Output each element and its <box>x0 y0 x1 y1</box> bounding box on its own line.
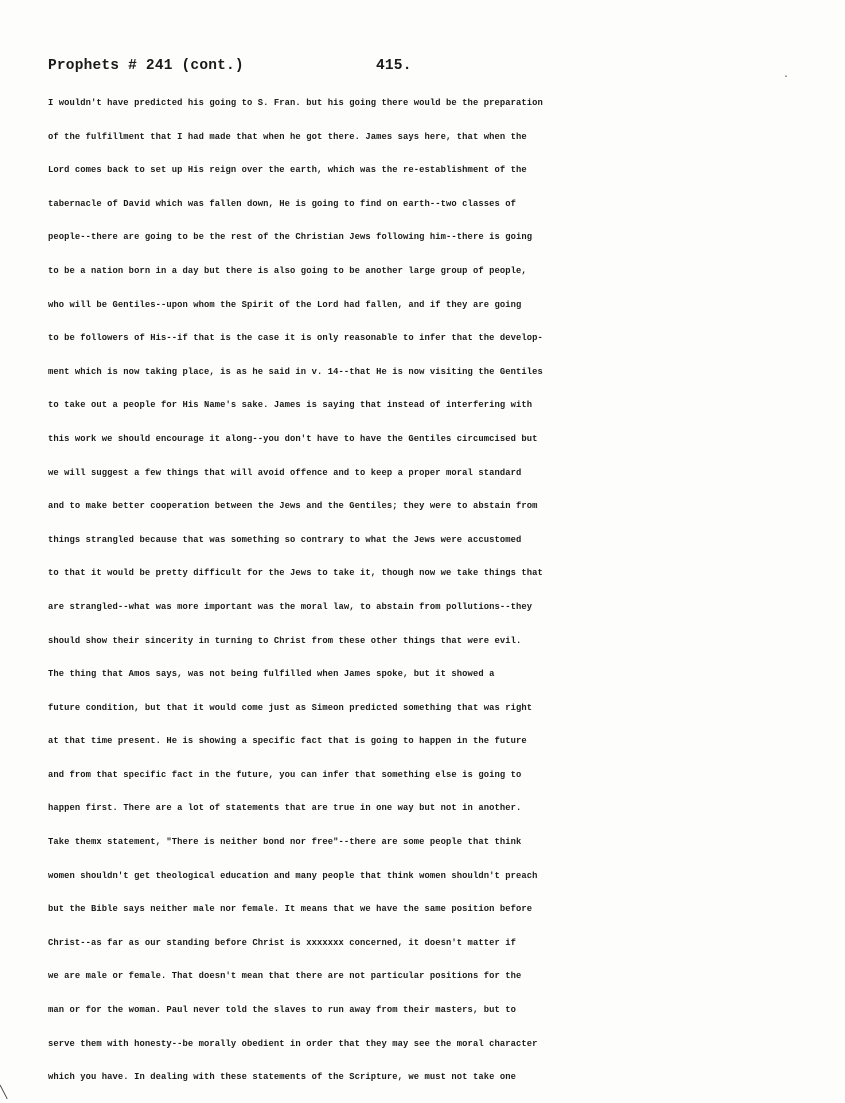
text-line-25: but the Bible says neither male nor female. It means that we have the same position before <box>48 904 533 915</box>
body-text <box>48 95 828 1103</box>
text-line-11: this work we should encourage it along--you don't have to have the Gentiles circumcised but <box>48 433 538 444</box>
text-line-13: and to make better cooperation between the Jews and the Gentiles; they were to abstain from <box>48 501 538 512</box>
text-line-20: at that time present. He is showing a specific fact that is going to happen in the future <box>48 736 527 747</box>
text-line-19: future condition, but that it would come just as Simeon predicted something that was right <box>48 702 533 713</box>
page-header <box>48 58 808 82</box>
text-line-14: things strangled because that was something so contrary to what the Jews were accustomed <box>48 534 522 545</box>
text-line-22: happen first. There are a lot of statements that are true in one way but not in another. <box>48 803 522 814</box>
corner-mark: ╲ <box>0 1086 8 1100</box>
text-line-1: I wouldn't have predicted his going to S. Fran. but his going there would be the preparation <box>48 98 543 108</box>
text-line-9: ment which is now taking place, is as he said in v. 14--that He is now visiting the Gentiles <box>48 366 543 377</box>
text-line-4: tabernacle of David which was fallen down, He is going to find on earth--two classes of <box>48 198 516 209</box>
text-line-5: people--there are going to be the rest of the Christian Jews following him--there is going <box>48 232 533 243</box>
header-title: Prophets # 241 (cont.) <box>48 58 244 74</box>
text-line-6: to be a nation born in a day but there is also going to be another large group of people, <box>48 265 527 276</box>
text-line-7: who will be Gentiles--upon whom the Spirit of the Lord had fallen, and if they are going <box>48 299 522 310</box>
text-line-2: of the fulfillment that I had made that when he got there. James says here, that when the <box>48 131 527 142</box>
page-number: 415. <box>376 58 412 74</box>
text-line-30: which you have. In dealing with these statements of the Scripture, we must not take one <box>48 1072 516 1083</box>
text-line-12: we will suggest a few things that will avoid offence and to keep a proper moral standard <box>48 467 522 478</box>
text-line-27: we are male or female. That doesn't mean that there are not particular positions for the <box>48 971 522 982</box>
text-line-24: women shouldn't get theological education and many people that think women shouldn't preach <box>48 870 538 881</box>
text-line-15: to that it would be pretty difficult for the Jews to take it, though now we take things that <box>48 568 543 579</box>
text-line-28: man or for the woman. Paul never told the slaves to run away from their masters, but to <box>48 1005 516 1016</box>
text-line-23: Take themx statement, "There is neither bond nor free"--there are some people that think <box>48 837 522 848</box>
text-line-17: should show their sincerity in turning to Christ from these other things that were evil. <box>48 635 522 646</box>
text-line-16: are strangled--what was more important was the moral law, to abstain from pollutions--they <box>48 601 533 612</box>
text-line-8: to be followers of His--if that is the case it is only reasonable to infer that the develop- <box>48 333 543 344</box>
speck-mark: · <box>783 72 790 83</box>
text-line-29: serve them with honesty--be morally obedient in order that they may see the moral character <box>48 1038 538 1049</box>
text-line-21: and from that specific fact in the future, you can infer that something else is going to <box>48 769 522 780</box>
text-line-10: to take out a people for His Name's sake. James is saying that instead of interfering with <box>48 400 533 411</box>
text-line-3: Lord comes back to set up His reign over the earth, which was the re-establishment of the <box>48 165 527 176</box>
text-line-18: The thing that Amos says, was not being fulfilled when James spoke, but it showed a <box>48 669 495 680</box>
text-line-26: Christ--as far as our standing before Christ is xxxxxxx concerned, it doesn't matter if <box>48 937 516 948</box>
